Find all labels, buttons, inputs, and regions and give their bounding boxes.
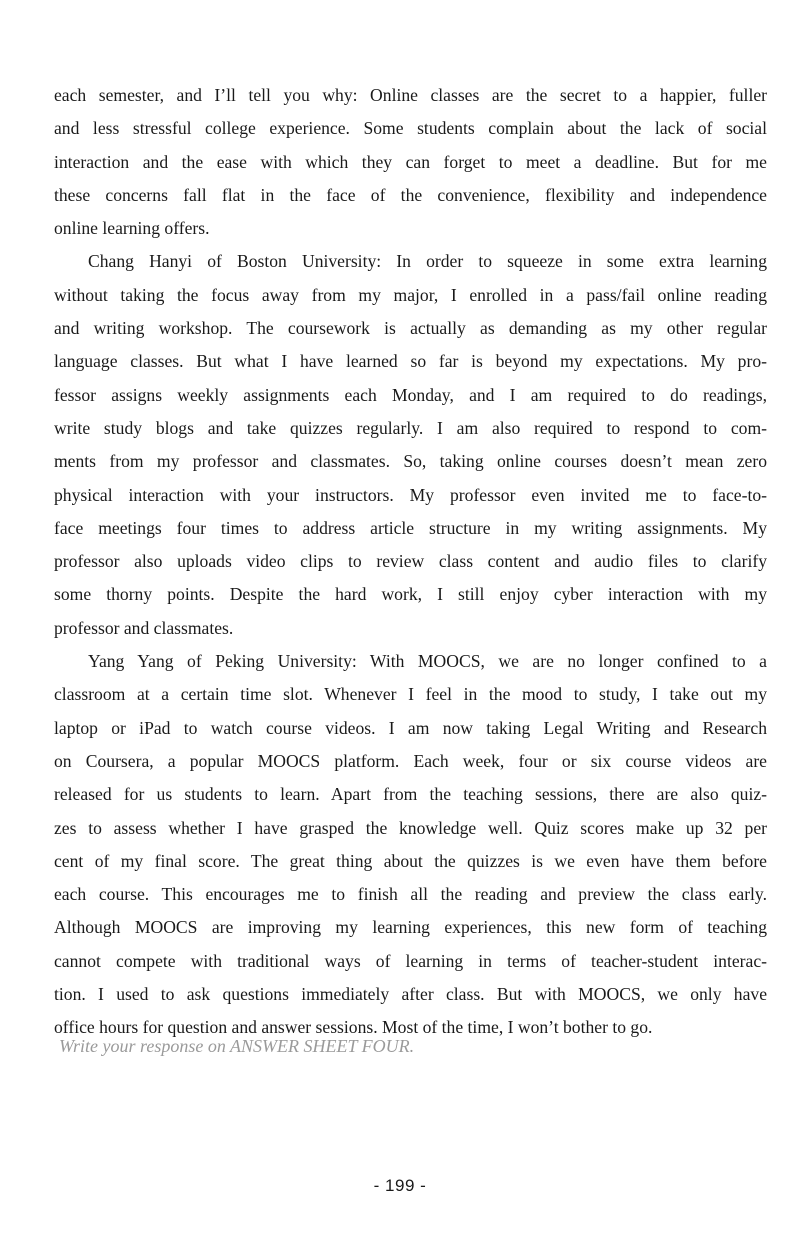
text-line: professor and classmates. [54, 617, 234, 638]
text-line: and less stressful college experience. Some students complain about the lack of social [54, 118, 767, 139]
text-line: Chang Hanyi of Boston University: In order to squeeze in some extra learning [88, 251, 767, 272]
text-line: write study blogs and take quizzes regularly. I am also required to respond to com- [54, 417, 767, 438]
text-line: these concerns fall flat in the face of the convenience, flexibility and independence [54, 184, 767, 205]
text-line: interaction and the ease with which they can forget to meet a deadline. But for me [54, 151, 767, 172]
text-line: each course. This encourages me to finish all the reading and preview the class early. [54, 884, 767, 905]
text-line: Yang Yang of Peking University: With MOOCS, we are no longer confined to a [88, 651, 767, 672]
paragraph-chang-hanyi [54, 245, 767, 645]
text-line: professor also uploads video clips to review class content and audio files to clarify [54, 551, 767, 572]
text-line: Although MOOCS are improving my learning experiences, this new form of teaching [54, 917, 767, 938]
text-line: office hours for question and answer sessions. Most of the time, I won’t bother to go. [54, 1017, 653, 1038]
text-line: on Coursera, a popular MOOCS platform. Each week, four or six course videos are [54, 750, 767, 771]
page-number: - 199 - [373, 1176, 427, 1195]
text-line: tion. I used to ask questions immediately after class. But with MOOCS, we only have [54, 984, 767, 1005]
page-body [54, 79, 767, 1045]
text-line: some thorny points. Despite the hard work, I still enjoy cyber interaction with my [54, 584, 767, 605]
text-line: face meetings four times to address article structure in my writing assignments. My [54, 517, 767, 538]
text-line: zes to assess whether I have grasped the knowledge well. Quiz scores make up 32 per [54, 817, 767, 838]
text-line: cannot compete with traditional ways of learning in terms of teacher-student interac- [54, 950, 767, 971]
text-line: released for us students to learn. Apart from the teaching sessions, there are also quiz- [54, 784, 767, 805]
paragraph-yang-yang [54, 645, 767, 1045]
text-line: physical interaction with your instructors. My professor even invited me to face-to- [54, 484, 767, 505]
answer-sheet-instruction: Write your response on ANSWER SHEET FOUR. [59, 1036, 415, 1056]
text-line: online learning offers. [54, 218, 210, 239]
paragraph-intro [54, 79, 767, 245]
text-line: classroom at a certain time slot. Whenever I feel in the mood to study, I take out my [54, 684, 767, 705]
text-line: cent of my final score. The great thing about the quizzes is we even have them before [54, 850, 767, 871]
text-line: without taking the focus away from my major, I enrolled in a pass/fail online reading [54, 284, 767, 305]
text-line: laptop or iPad to watch course videos. I am now taking Legal Writing and Research [54, 717, 767, 738]
text-line: and writing workshop. The coursework is actually as demanding as my other regular [54, 318, 767, 339]
text-line: ments from my professor and classmates. So, taking online courses doesn’t mean zero [54, 451, 767, 472]
text-line: each semester, and I’ll tell you why: Online classes are the secret to a happier, fuller [54, 85, 767, 105]
text-line: fessor assigns weekly assignments each Monday, and I am required to do readings, [54, 384, 767, 405]
text-line: language classes. But what I have learned so far is beyond my expectations. My pro- [54, 351, 767, 372]
